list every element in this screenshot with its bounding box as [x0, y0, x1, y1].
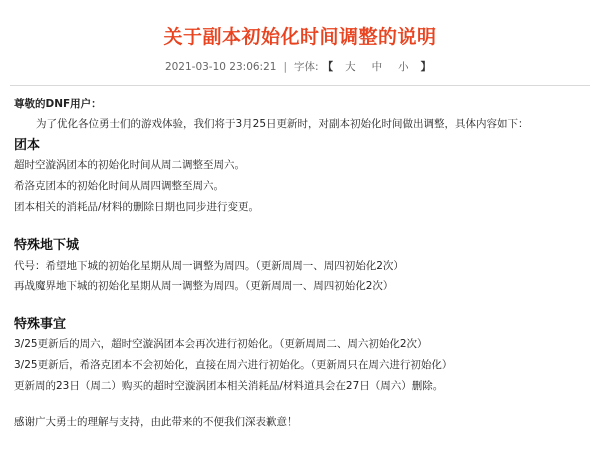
section-line: 希洛克团本的初始化时间从周四调整至周六。	[14, 180, 224, 192]
header-divider	[10, 85, 590, 86]
section-heading-raid: 团本	[14, 138, 41, 153]
font-size-label: 字体:	[294, 61, 319, 73]
section-line: 超时空漩涡团本的初始化时间从周二调整至周六。	[14, 159, 245, 171]
section-heading-special-notes: 特殊事宜	[14, 317, 67, 332]
closing-paragraph: 感谢广大勇士的理解与支持，由此带来的不便我们深表歉意！	[14, 416, 298, 428]
section-line: 3/25更新后的周六，超时空漩涡团本会再次进行初始化。（更新周周二、周六初始化2次）	[14, 338, 428, 350]
section-line: 3/25更新后，希洛克团本不会初始化，直接在周六进行初始化。（更新周只在周六进行初始化）	[14, 359, 453, 371]
section-line: 团本相关的消耗品/材料的删除日期也同步进行变更。	[14, 201, 260, 213]
section-line: 再战魔界地下城的初始化星期从周一调整为周四。（更新周周一、周四初始化2次）	[14, 280, 394, 292]
article-meta	[0, 59, 600, 74]
article-title: 关于副本初始化时间调整的说明	[163, 26, 437, 48]
font-size-small-button[interactable]: 小	[398, 61, 409, 73]
font-size-large-button[interactable]: 大	[345, 61, 356, 73]
section-heading-special-dungeon: 特殊地下城	[14, 238, 80, 253]
font-bracket-close: 】	[420, 61, 432, 73]
greeting: 尊敬的DNF用户：	[14, 98, 102, 110]
font-bracket-open: 【	[322, 61, 334, 73]
section-line: 代号：希望地下城的初始化星期从周一调整为周四。（更新周周一、周四初始化2次）	[14, 260, 404, 272]
publish-datetime: 2021-03-10 23:06:21	[164, 61, 277, 73]
intro-paragraph: 为了优化各位勇士们的游戏体验，我们将于3月25日更新时，对副本初始化时间做出调整，具体内容如下：	[36, 118, 529, 130]
meta-separator: |	[283, 61, 288, 73]
section-line: 更新周的23日（周二）购买的超时空漩涡团本相关消耗品/材料道具会在27日（周六）删除。	[14, 380, 444, 392]
font-size-medium-button[interactable]: 中	[371, 61, 383, 73]
